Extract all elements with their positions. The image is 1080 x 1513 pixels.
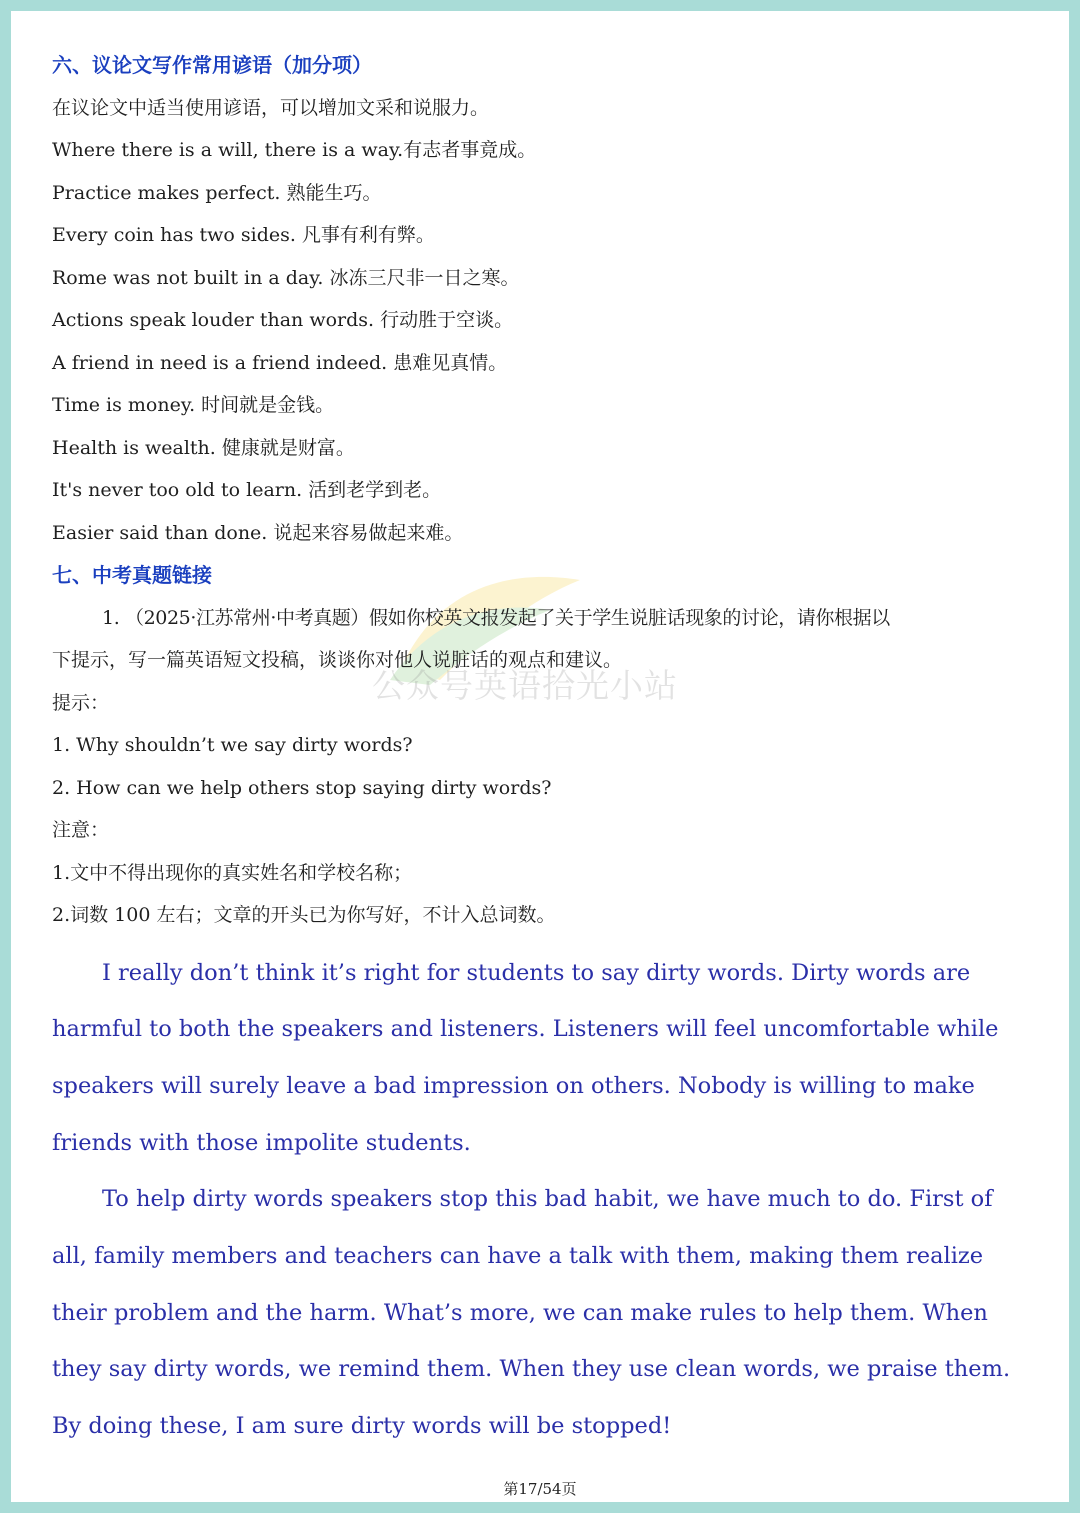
watermark-text: 公众号英语拾光小站 [372, 666, 678, 705]
hint-item: 2. How can we help others stop saying dirty words? [52, 776, 552, 799]
question-prompt-line-2: 下提示，写一篇英语短文投稿，谈谈你对他人说脏话的观点和建议。 [52, 649, 623, 671]
proverb-list [52, 129, 1040, 554]
proverb-item: Every coin has two sides. 凡事有利有弊。 [52, 224, 435, 246]
notes-label: 注意： [52, 819, 110, 841]
proverb-item: Easier said than done. 说起来容易做起来难。 [52, 521, 464, 544]
proverb-item: Rome was not built in a day. 冰冻三尺非一日之寒。 [52, 266, 520, 289]
proverb-item: Health is wealth. 健康就是财富。 [52, 436, 355, 459]
page-number: 第17/54页 [503, 1480, 577, 1498]
proverb-item: Practice makes perfect. 熟能生巧。 [52, 181, 382, 204]
section-heading-exam: 七、中考真题链接 [52, 563, 212, 587]
proverb-item: Time is money. 时间就是金钱。 [52, 394, 335, 416]
model-essay [52, 945, 1040, 1455]
main-content [52, 44, 1040, 1455]
question-prompt-line-1: 1. （2025·江苏常州·中考真题）假如你校英文报发起了关于学生说脏话现象的讨论，请你根据以 [102, 606, 890, 629]
note-item: 1.文中不得出现你的真实姓名和学校名称； [52, 861, 413, 884]
proverb-item: Where there is a will, there is a way.有志者事竟成。 [52, 139, 537, 161]
section-heading-proverbs: 六、议论文写作常用谚语（加分项） [52, 53, 372, 77]
hint-item: 1. Why shouldn’t we say dirty words? [52, 734, 413, 756]
proverb-item: Actions speak louder than words. 行动胜于空谈。 [52, 309, 514, 331]
proverb-item: It's never too old to learn. 活到老学到老。 [52, 479, 442, 501]
essay-paragraph: To help dirty words speakers stop this bad habit, we have much to do. First of all, family members and teachers can have a talk with them, making them realize their problem and the harm. What’s more, we can make rules to help them. When they say dirty words, we remind them. When they use clean words, we praise them. By doing these, I am sure dirty words will be stopped! [52, 1186, 1011, 1440]
hints-label: 提示： [52, 691, 110, 714]
essay-paragraph: I really don’t think it’s right for students to say dirty words. Dirty words are harmful to both the speakers and listeners. Listeners will feel uncomfortable while speakers will surely leave a bad impression on others. Nobody is willing to make friends with those impolite students. [52, 959, 999, 1156]
note-item: 2.词数 100 左右；文章的开头已为你写好，不计入总词数。 [52, 904, 556, 926]
proverb-item: A friend in need is a friend indeed. 患难见真情。 [52, 351, 508, 374]
section-intro: 在议论文中适当使用谚语，可以增加文采和说服力。 [52, 96, 490, 119]
